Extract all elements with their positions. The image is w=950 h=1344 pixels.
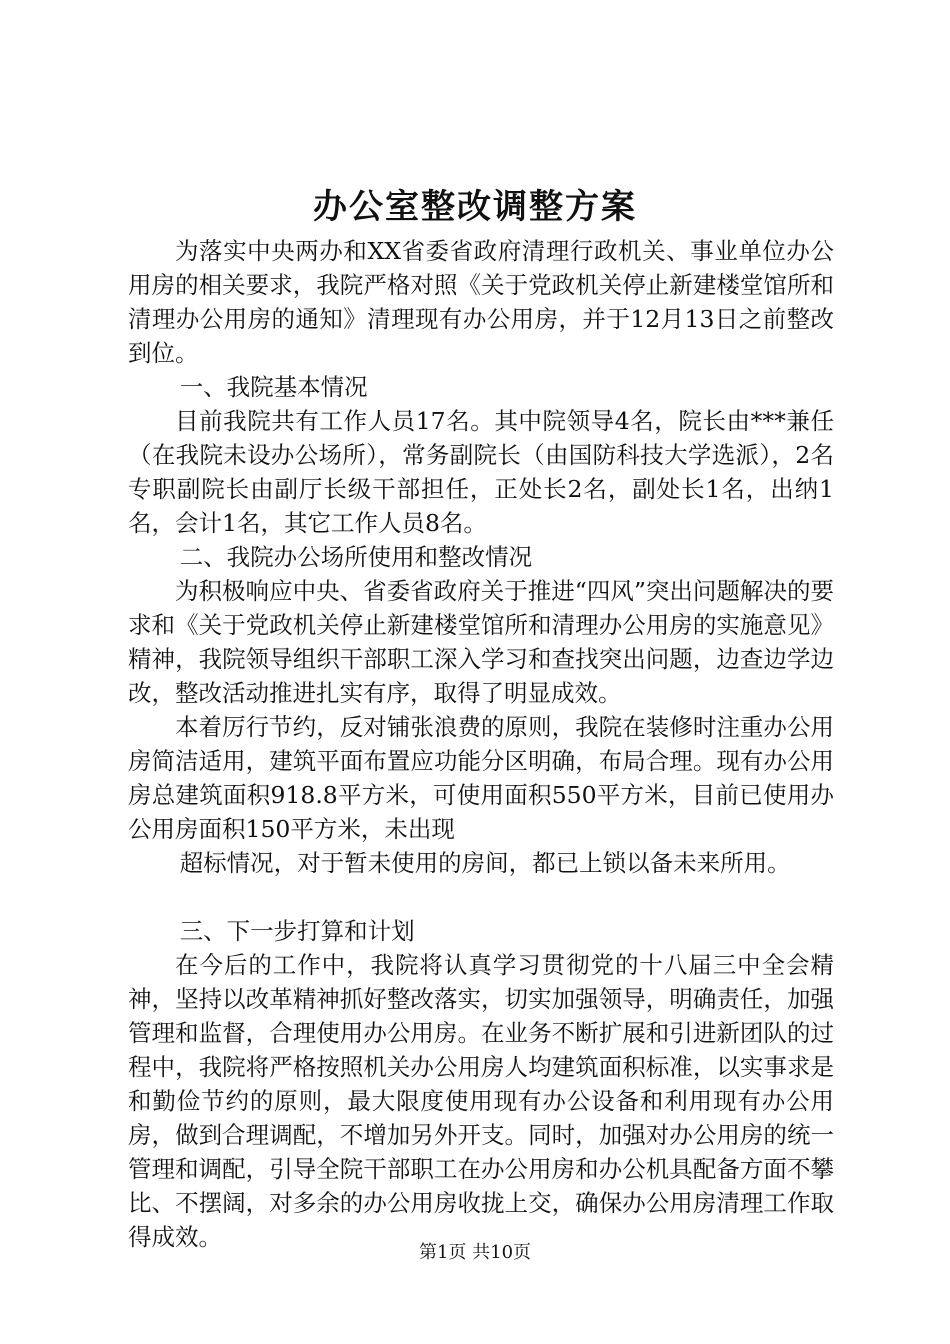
section-heading-basic-info: 一、我院基本情况 [179,373,368,401]
section-heading-next-plan: 三、下一步打算和计划 [179,917,415,945]
document-title: 办公室整改调整方案 [313,187,637,227]
section-paragraph-office-usage-1: 为积极响应中央、省委省政府关于推进“四风”突出问题解决的要求和《关于党政机关停止新建楼堂馆所和清理办公用房的实施意见》精神，我院领导组织干部职工深入学习和查找突出问题，边查边学边改，整改活动推进扎实有序，取得了明显成效。 [128,577,834,707]
page-footer: 第1页 共10页 [418,1242,532,1263]
section-paragraph-next-plan: 在今后的工作中，我院将认真学习贯彻党的十八届三中全会精神，坚持以改革精神抓好整改落实，切实加强领导，明确责任，加强管理和监督，合理使用办公用房。在业务不断扩展和引进新团队的过程中，我院将严格按照机关办公用房人均建筑面积标准，以实事求是和勤俭节约的原则，最大限度使用现有办公设备和利用现有办公用房，做到合理调配，不增加另外开支。同时，加强对办公用房的统一管理和调配，引导全院干部职工在办公用房和办公机具配备方面不攀比、不摆阔，对多余的办公用房收拢上交，确保办公用房清理工作取得成效。 [128,951,834,1251]
document-body [128,234,834,1254]
section-paragraph-basic-info: 目前我院共有工作人员17名。其中院领导4名，院长由***兼任（在我院未设办公场所），常务副院长（由国防科技大学选派），2名专职副院长由副厅长级干部担任，正处长2名，副处长1名，出纳1名，会计1名，其它工作人员8名。 [128,407,834,537]
section-paragraph-office-usage-3: 超标情况，对于暂未使用的房间，都已上锁以备未来所用。 [179,849,791,877]
section-paragraph-office-usage-2: 本着厉行节约，反对铺张浪费的原则，我院在装修时注重办公用房简洁适用，建筑平面布置应功能分区明确，布局合理。现有办公用房总建筑面积918.8平方米，可使用面积550平方米，目前已使用办公用房面积150平方米，未出现 [128,713,834,843]
intro-paragraph: 为落实中央两办和XX省委省政府清理行政机关、事业单位办公用房的相关要求，我院严格对照《关于党政机关停止新建楼堂馆所和清理办公用房的通知》清理现有办公用房，并于12月13日之前整改到位。 [128,237,834,367]
blank-line [128,880,834,914]
section-heading-office-usage: 二、我院办公场所使用和整改情况 [179,543,533,571]
